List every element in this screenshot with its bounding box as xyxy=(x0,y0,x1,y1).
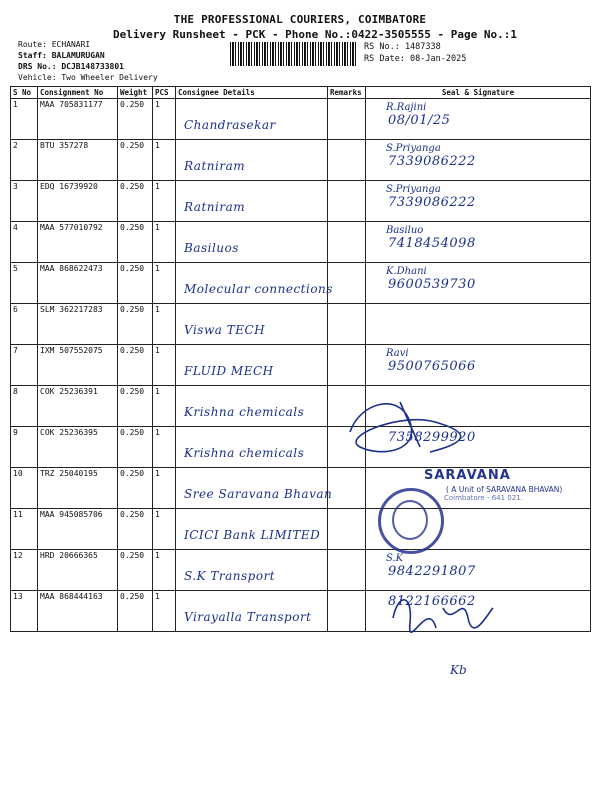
table-row xyxy=(11,386,591,427)
table-row xyxy=(11,181,591,222)
signature-name: S.Priyanga xyxy=(386,184,441,195)
consignee-cell xyxy=(176,181,328,222)
weight-cell: 0.250 xyxy=(118,427,153,468)
pcs-cell: 1 xyxy=(153,591,176,632)
runsheet-table xyxy=(10,86,591,632)
sno-cell: 11 xyxy=(11,509,38,550)
signature-name: R.Rajini xyxy=(386,102,427,113)
sno-cell: 3 xyxy=(11,181,38,222)
pcs-cell: 1 xyxy=(153,304,176,345)
consignee-cell xyxy=(176,345,328,386)
weight-cell: 0.250 xyxy=(118,181,153,222)
consignment-cell: MAA 577010792 xyxy=(38,222,118,263)
col-consignee: Consignee Details xyxy=(176,87,328,99)
route-label: Route: ECHANARI xyxy=(18,40,91,49)
remarks-cell xyxy=(328,140,366,181)
vehicle-label: Vehicle: Two Wheeler Delivery xyxy=(18,73,158,82)
consignee-handwritten: Ratniram xyxy=(184,159,246,173)
pcs-cell: 1 xyxy=(153,222,176,263)
weight-cell: 0.250 xyxy=(118,99,153,140)
signature-phone: 9600539730 xyxy=(388,277,476,292)
pcs-cell: 1 xyxy=(153,509,176,550)
consignment-cell: COK 25236391 xyxy=(38,386,118,427)
signature-cell xyxy=(366,345,591,386)
consignee-handwritten: Basiluos xyxy=(184,241,239,255)
consignee-handwritten: Viswa TECH xyxy=(184,323,266,337)
signature-phone: 8122166662 xyxy=(388,594,476,609)
signature-name: K.Dhani xyxy=(386,266,427,277)
pcs-cell: 1 xyxy=(153,99,176,140)
remarks-cell xyxy=(328,509,366,550)
table-row xyxy=(11,427,591,468)
consignee-cell xyxy=(176,386,328,427)
weight-cell: 0.250 xyxy=(118,304,153,345)
consignment-cell: COK 25236395 xyxy=(38,427,118,468)
pcs-cell: 1 xyxy=(153,427,176,468)
consignee-handwritten: Ratniram xyxy=(184,200,246,214)
signature-cell xyxy=(366,550,591,591)
sno-cell: 9 xyxy=(11,427,38,468)
remarks-cell xyxy=(328,591,366,632)
consignee-cell xyxy=(176,222,328,263)
stamp-city: Coimbatore - 641 021. xyxy=(444,494,523,502)
signature-cell xyxy=(366,304,591,345)
col-weight: Weight xyxy=(118,87,153,99)
consignee-handwritten: Sree Saravana Bhavan xyxy=(184,487,333,501)
stamp-line: ( A Unit of SARAVANA BHAVAN) xyxy=(446,485,563,494)
pcs-cell: 1 xyxy=(153,140,176,181)
weight-cell: 0.250 xyxy=(118,263,153,304)
pcs-cell: 1 xyxy=(153,386,176,427)
remarks-cell xyxy=(328,222,366,263)
consignee-cell xyxy=(176,99,328,140)
consignee-cell xyxy=(176,468,333,509)
pcs-cell: 1 xyxy=(153,345,176,386)
consignee-handwritten: Molecular connections xyxy=(184,282,333,296)
consignment-cell: MAA 945085706 xyxy=(38,509,118,550)
weight-cell: 0.250 xyxy=(118,386,153,427)
table-row xyxy=(11,222,591,263)
consignment-cell: BTU 357278 xyxy=(38,140,118,181)
signature-phone: 7339086222 xyxy=(388,154,476,169)
bottom-initials: Kb xyxy=(450,663,467,677)
sno-cell: 12 xyxy=(11,550,38,591)
rs-number: RS No.: 1487338 xyxy=(364,42,441,52)
table-row xyxy=(11,99,591,140)
signature-phone: 7339086222 xyxy=(388,195,476,210)
signature-phone: 9842291807 xyxy=(388,564,476,579)
col-remarks: Remarks xyxy=(328,87,366,99)
weight-cell: 0.250 xyxy=(118,140,153,181)
table-row xyxy=(11,140,591,181)
table-row xyxy=(11,550,591,591)
signature-phone: 9500765066 xyxy=(388,359,476,374)
sno-cell: 8 xyxy=(11,386,38,427)
signature-name: Ravi xyxy=(386,348,409,359)
sno-cell: 6 xyxy=(11,304,38,345)
pcs-cell: 1 xyxy=(153,468,176,509)
sno-cell: 10 xyxy=(11,468,38,509)
sno-cell: 4 xyxy=(11,222,38,263)
pcs-cell: 1 xyxy=(153,181,176,222)
sno-cell: 1 xyxy=(11,99,38,140)
consignee-handwritten: Virayalla Transport xyxy=(184,610,312,624)
signature-phone: 7418454098 xyxy=(388,236,476,251)
company-stamp xyxy=(382,468,582,528)
remarks-cell xyxy=(328,468,366,509)
consignment-cell: SLM 362217283 xyxy=(38,304,118,345)
consignee-handwritten: Krishna chemicals xyxy=(184,405,305,419)
consignee-cell xyxy=(176,509,328,550)
weight-cell: 0.250 xyxy=(118,468,153,509)
remarks-cell xyxy=(328,263,366,304)
sno-cell: 5 xyxy=(11,263,38,304)
signature-cell xyxy=(366,140,591,181)
pcs-cell: 1 xyxy=(153,263,176,304)
consignee-handwritten: FLUID MECH xyxy=(184,364,274,378)
consignee-cell xyxy=(176,550,328,591)
signature-cell xyxy=(366,263,591,304)
table-row xyxy=(11,345,591,386)
consignment-cell: TRZ 25040195 xyxy=(38,468,118,509)
weight-cell: 0.250 xyxy=(118,591,153,632)
weight-cell: 0.250 xyxy=(118,345,153,386)
table-row xyxy=(11,591,591,632)
consignment-cell: MAA 868622473 xyxy=(38,263,118,304)
remarks-cell xyxy=(328,99,366,140)
consignee-cell xyxy=(176,263,333,304)
weight-cell: 0.250 xyxy=(118,222,153,263)
staff-label: Staff: BALAMURUGAN xyxy=(18,51,105,60)
sno-cell: 2 xyxy=(11,140,38,181)
sno-cell: 7 xyxy=(11,345,38,386)
consignee-cell xyxy=(176,304,328,345)
signature-cell xyxy=(366,181,591,222)
runsheet-title: Delivery Runsheet - PCK - Phone No.:0422-3505555 - Page No.:1 xyxy=(113,28,517,41)
consignee-handwritten: Chandrasekar xyxy=(184,118,276,132)
signature-cell xyxy=(366,99,591,140)
table-header-row xyxy=(11,87,591,99)
table-row xyxy=(11,263,591,304)
signature-phone: 08/01/25 xyxy=(388,113,451,128)
col-signature: Seal & Signature xyxy=(366,87,591,99)
remarks-cell xyxy=(328,550,366,591)
signature-scribble xyxy=(340,392,480,462)
col-sno: S No xyxy=(11,87,38,99)
table-row xyxy=(11,304,591,345)
signature-name: S.Priyanga xyxy=(386,143,441,154)
consignment-cell: MAA 705831177 xyxy=(38,99,118,140)
consignment-cell: MAA 868444163 xyxy=(38,591,118,632)
remarks-cell xyxy=(328,304,366,345)
weight-cell: 0.250 xyxy=(118,509,153,550)
consignee-cell xyxy=(176,427,328,468)
barcode xyxy=(230,42,358,66)
consignee-handwritten: S.K Transport xyxy=(184,569,276,583)
signature-scribble-2 xyxy=(388,588,498,636)
consignment-cell: EDQ 16739920 xyxy=(38,181,118,222)
consignment-cell: IXM 507552075 xyxy=(38,345,118,386)
consignee-cell xyxy=(176,140,328,181)
signature-name: Basiluo xyxy=(386,225,424,236)
consignee-cell xyxy=(176,591,328,632)
drs-number: DRS No.: DCJB148733801 xyxy=(18,62,124,71)
stamp-name: SARAVANA xyxy=(424,468,511,483)
pcs-cell: 1 xyxy=(153,550,176,591)
col-pcs: PCS xyxy=(153,87,176,99)
signature-cell xyxy=(366,222,591,263)
consignee-handwritten: Krishna chemicals xyxy=(184,446,305,460)
signature-phone: 7358299920 xyxy=(388,430,476,445)
sno-cell: 13 xyxy=(11,591,38,632)
remarks-cell xyxy=(328,345,366,386)
weight-cell: 0.250 xyxy=(118,550,153,591)
rs-date: RS Date: 08-Jan-2025 xyxy=(364,54,467,64)
remarks-cell xyxy=(328,181,366,222)
consignment-cell: HRD 20666365 xyxy=(38,550,118,591)
consignee-handwritten: ICICI Bank LIMITED xyxy=(184,528,321,542)
signature-name: S.K xyxy=(386,553,404,564)
company-title: THE PROFESSIONAL COURIERS, COIMBATORE xyxy=(173,13,427,26)
col-consignment: Consignment No xyxy=(38,87,118,99)
